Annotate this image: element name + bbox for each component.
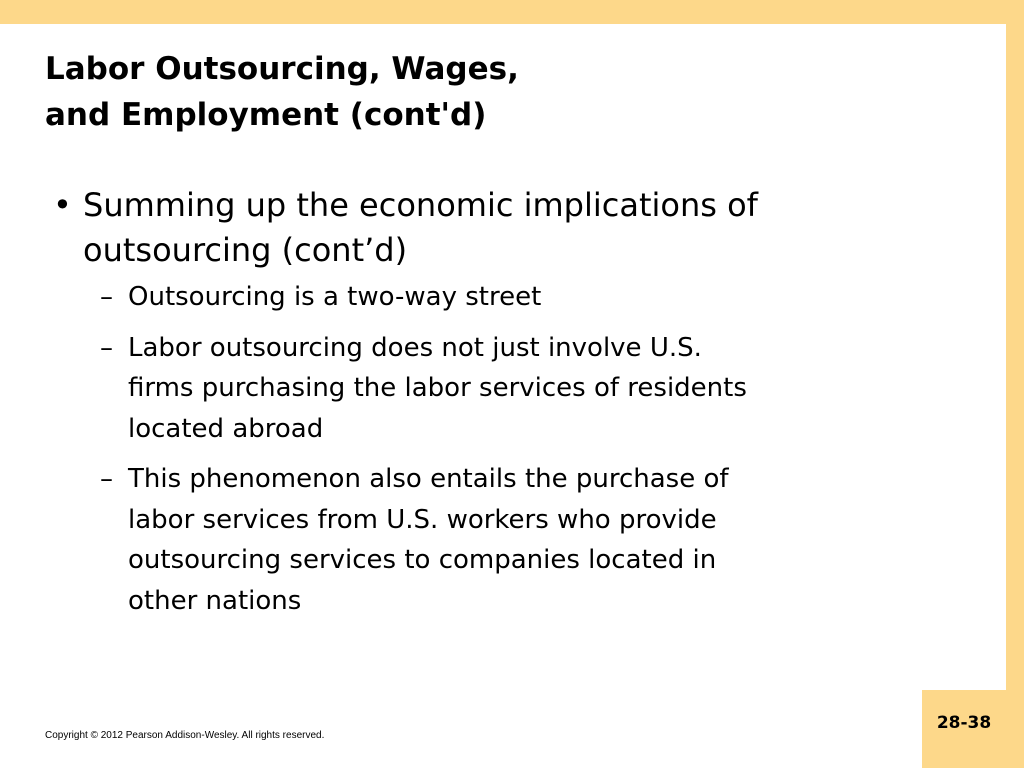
sub-bullet-text-line: This phenomenon also entails the purchase of (128, 464, 729, 494)
right-accent-band (1006, 0, 1024, 768)
dash-icon: – (100, 282, 113, 312)
sub-bullet-text-line: outsourcing services to companies located in (128, 545, 717, 575)
slide-body (45, 183, 965, 631)
slide-title-line: Labor Outsourcing, Wages, (45, 51, 519, 87)
sub-bullet-item (100, 328, 965, 450)
sub-bullet-text-line: labor services from U.S. workers who provide (128, 504, 717, 535)
bullet-text-line: outsourcing (cont’d) (83, 231, 408, 269)
sub-bullet-text-line: firms purchasing the labor services of residents (128, 373, 747, 403)
page-number: 28-38 (936, 713, 992, 733)
sub-bullet-item (100, 459, 965, 621)
sub-bullet-item (100, 277, 965, 318)
sub-bullet-text-line: Labor outsourcing does not just involve U.S. (128, 332, 702, 363)
dash-icon: – (100, 464, 113, 494)
copyright-notice: Copyright © 2012 Pearson Addison-Wesley. All rights reserved. (45, 730, 325, 741)
slide-title-line: and Employment (cont'd) (45, 97, 487, 133)
slide-title (45, 46, 945, 138)
bullet-item (45, 183, 965, 273)
bullet-text-line: Summing up the economic implications of (83, 186, 758, 224)
sub-bullet-text-line: Outsourcing is a two-way street (128, 282, 542, 312)
sub-bullet-text-line: other nations (128, 585, 302, 616)
top-accent-band (0, 0, 1024, 24)
bullet-icon: • (53, 186, 72, 224)
dash-icon: – (100, 332, 113, 363)
sub-bullet-text-line: located abroad (128, 413, 324, 444)
